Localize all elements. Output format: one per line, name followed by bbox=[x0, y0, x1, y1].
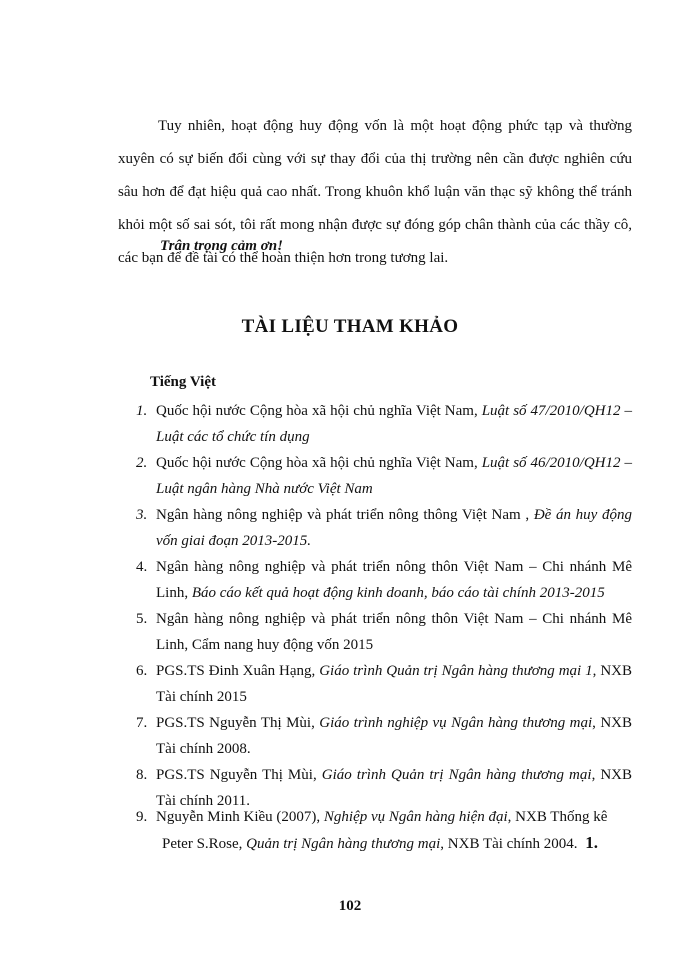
reference-text: Ngân hàng nông nghiệp và phát triển nông thôn Việt Nam – Chi nhánh Mê Linh, Cẩm nang huy động vốn 2015 bbox=[156, 611, 632, 653]
reference-text: PGS.TS Đinh Xuân Hạng, bbox=[156, 663, 316, 679]
reference-number: 7. bbox=[136, 715, 148, 731]
reference-item bbox=[136, 398, 632, 450]
reference-text: PGS.TS Nguyễn Thị Mùi, bbox=[156, 715, 315, 731]
reference-tail: , NXB Tài chính 2015 bbox=[156, 663, 633, 705]
extra-reference-tail: , NXB Tài chính 2004. bbox=[440, 836, 578, 852]
reference-title: Giáo trình Quản trị Ngân hàng thương mại bbox=[321, 767, 592, 783]
extra-reference bbox=[162, 832, 598, 855]
reference-title: Luật số 46/2010/QH12 – Luật ngân hàng Nhà nước Việt Nam bbox=[156, 455, 632, 497]
reference-number: 5. bbox=[136, 611, 148, 627]
reference-tail: , NXB Thống kê bbox=[507, 809, 608, 825]
reference-item bbox=[136, 658, 633, 710]
reference-number: 8. bbox=[136, 767, 148, 783]
reference-number: 9. bbox=[136, 809, 148, 825]
reference-number: 1. bbox=[136, 403, 148, 419]
reference-item bbox=[136, 450, 632, 502]
intro-paragraph: Tuy nhiên, hoạt động huy động vốn là một hoạt động phức tạp và thường xuyên có sự biến đổi cùng với sự thay đổi của thị trường nên cần được nghiên cứu sâu hơn để đạt hiệu quả cao nhất. Trong khuôn khổ luận văn thạc sỹ không thể tránh khỏi một số sai sót, tôi rất mong nhận được sự đóng góp chân thành của các thầy cô, các bạn để đề tài có thể hoàn thiện hơn trong tương lai. bbox=[118, 118, 632, 266]
reference-item bbox=[136, 804, 632, 830]
reference-number: 6. bbox=[136, 663, 148, 679]
reference-title: Đề án huy động vốn giai đoạn 2013-2015. bbox=[156, 507, 632, 549]
reference-item bbox=[136, 606, 632, 658]
page-number: 102 bbox=[338, 898, 362, 914]
reference-title: Luật số 47/2010/QH12 – Luật các tổ chức tín dụng bbox=[156, 403, 632, 445]
extra-reference-text: Peter S.Rose, bbox=[162, 836, 243, 852]
reference-tail: , NXB Tài chính 2008. bbox=[156, 715, 633, 757]
references-title: TÀI LIỆU THAM KHẢO bbox=[241, 316, 459, 337]
reference-text: Ngân hàng nông nghiệp và phát triển nông thông Việt Nam , bbox=[156, 507, 530, 523]
stray-list-marker: 1. bbox=[585, 833, 599, 852]
reference-tail: , NXB Tài chính 2011. bbox=[156, 767, 633, 809]
reference-item bbox=[136, 710, 633, 762]
reference-number: 4. bbox=[136, 559, 148, 575]
reference-title: Giáo trình Quản trị Ngân hàng thương mại 1 bbox=[319, 663, 593, 679]
reference-text: Ngân hàng nông nghiệp và phát triển nông thôn Việt Nam – Chi nhánh Mê Linh, bbox=[156, 559, 632, 601]
reference-text: Nguyễn Minh Kiều (2007), bbox=[156, 809, 321, 825]
closing-line: Trân trọng cảm ơn! bbox=[160, 238, 283, 254]
reference-item bbox=[136, 554, 632, 606]
reference-title: Nghiệp vụ Ngân hàng hiện đại bbox=[323, 809, 508, 825]
reference-item bbox=[136, 502, 632, 554]
reference-number: 3. bbox=[136, 507, 148, 523]
references-section-heading: Tiếng Việt bbox=[150, 374, 216, 390]
reference-number: 2. bbox=[136, 455, 148, 471]
reference-text: Quốc hội nước Cộng hòa xã hội chủ nghĩa Việt Nam, bbox=[156, 455, 478, 471]
extra-reference-title: Quản trị Ngân hàng thương mại bbox=[246, 836, 441, 852]
reference-title: Giáo trình nghiệp vụ Ngân hàng thương mại bbox=[319, 715, 593, 731]
reference-text: PGS.TS Nguyễn Thị Mùi, bbox=[156, 767, 317, 783]
reference-text: Quốc hội nước Cộng hòa xã hội chủ nghĩa Việt Nam, bbox=[156, 403, 478, 419]
reference-title: Báo cáo kết quả hoạt động kinh doanh, báo cáo tài chính 2013-2015 bbox=[191, 585, 605, 601]
